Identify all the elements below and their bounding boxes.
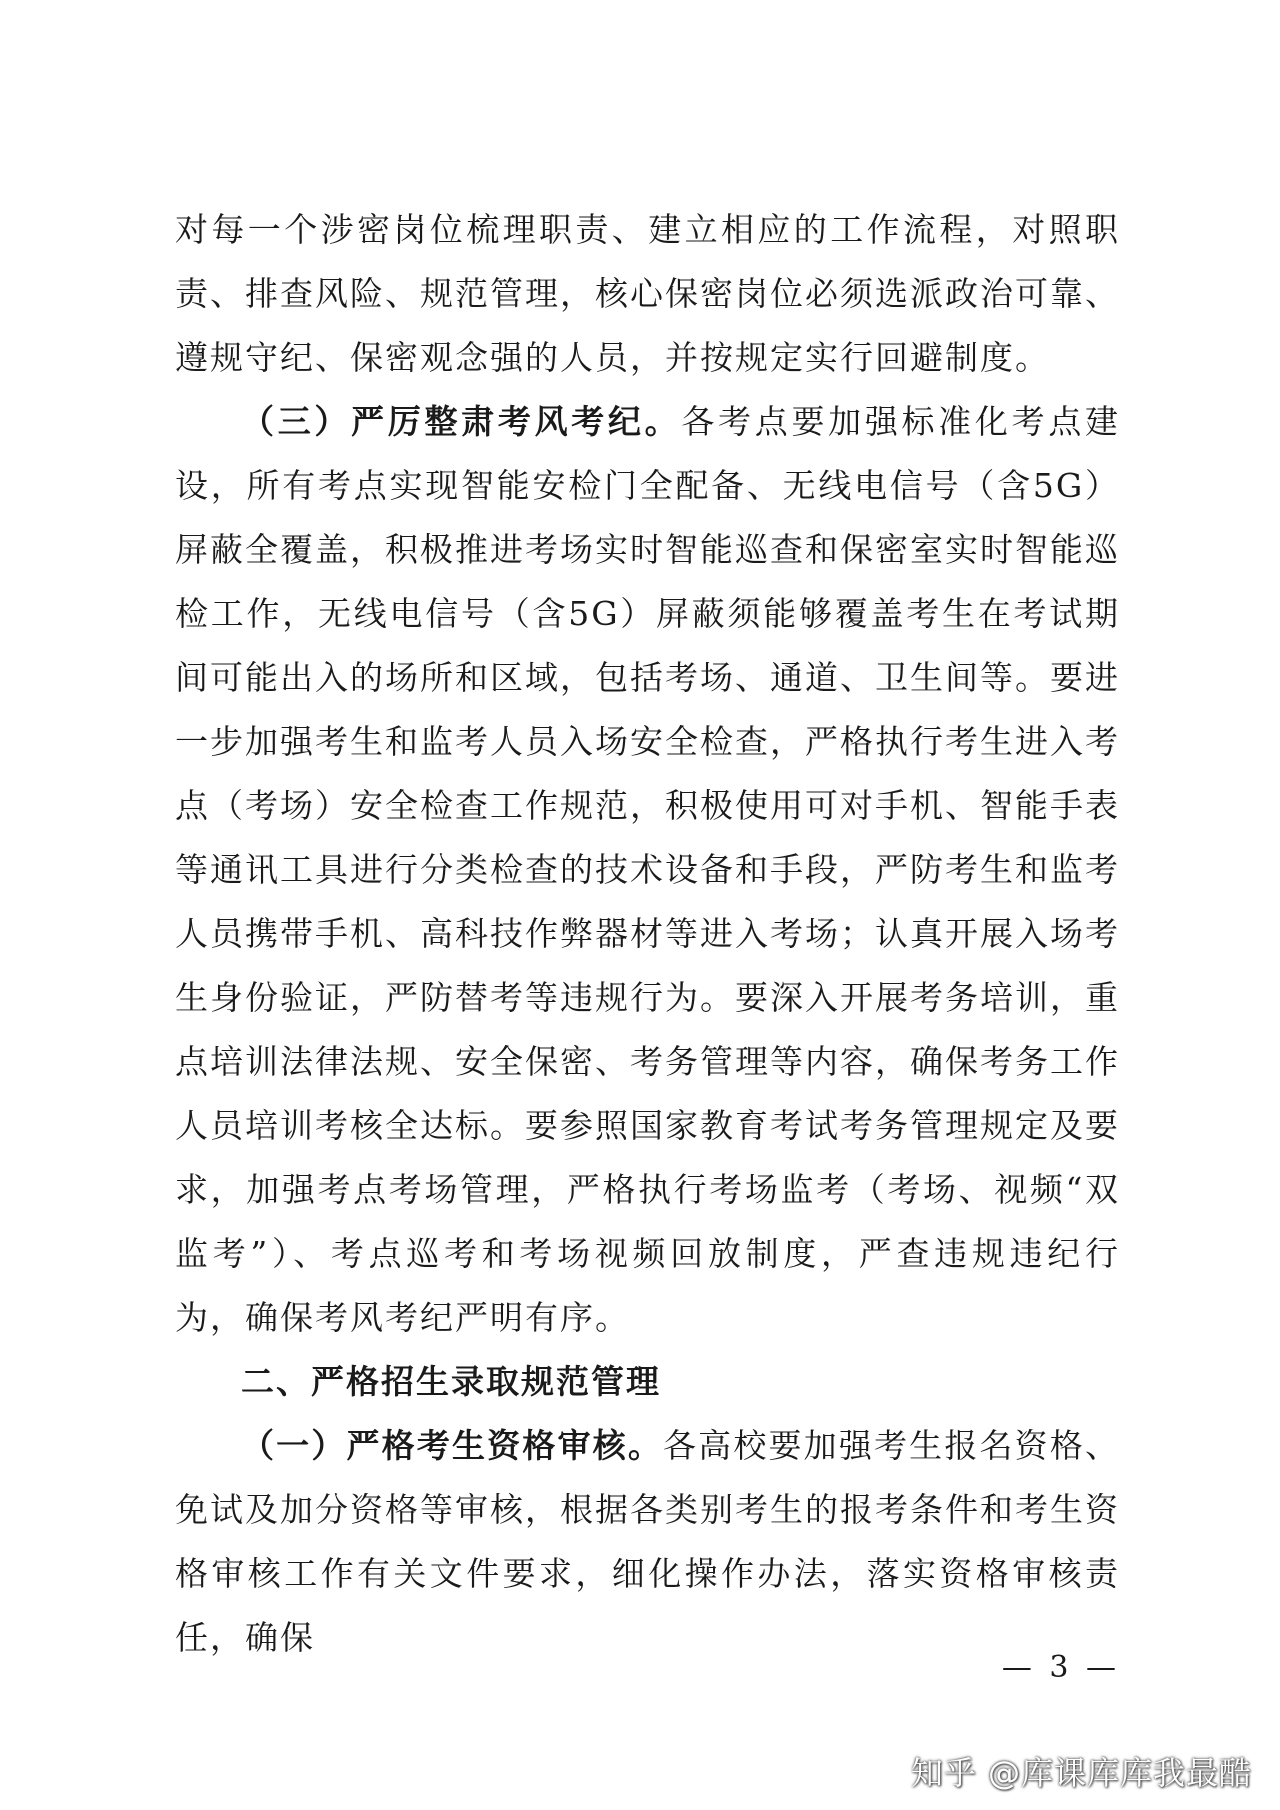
body-text [175,198,1120,1670]
paragraph-continued [175,198,1120,390]
paragraph-section-1 [175,1414,1120,1670]
section-heading: 二、严格招生录取规范管理 [241,1362,661,1401]
section-title: （一）严格考生资格审核。 [241,1426,663,1465]
section-title: （三）严厉整肃考风考纪。 [241,402,682,441]
watermark-text: 知乎 @库课库库我最酷 [910,1754,1252,1792]
paragraph-section-3 [175,390,1120,1350]
paragraph-text: 各高校要加强考生报名资格、免试及加分资格等审核，根据各类别考生的报考条件和考生资格审核工作有关文件要求，细化操作办法，落实资格审核责任，确保 [175,1426,1121,1657]
paragraph-text: 各考点要加强标准化考点建设，所有考点实现智能安检门全配备、无线电信号（含5G）屏蔽全覆盖，积极推进考场实时智能巡查和保密室实时智能巡检工作，无线电信号（含5G）屏蔽须能够覆盖考生在考试期间可能出入的场所和区域，包括考场、通道、卫生间等。要进一步加强考生和监考人员入场安全检查，严格执行考生进入考点（考场）安全检查工作规范，积极使用可对手机、智能手表等通讯工具进行分类检查的技术设备和手段，严防考生和监考人员携带手机、高科技作弊器材等进入考场；认真开展入场考生身份验证，严防替考等违规行为。要深入开展考务培训，重点培训法律法规、安全保密、考务管理等内容，确保考务工作人员培训考核全达标。要参照国家教育考试考务管理规定及要求，加强考点考场管理，严格执行考场监考（考场、视频“双监考”）、考点巡考和考场视频回放制度，严查违规违纪行为，确保考风考纪严明有序。 [175,402,1121,1337]
page-number: — 3 — [1001,1650,1120,1685]
paragraph-text: 对每一个涉密岗位梳理职责、建立相应的工作流程，对照职责、排查风险、规范管理，核心保密岗位必须选派政治可靠、遵规守纪、保密观念强的人员，并按规定实行回避制度。 [175,210,1120,377]
